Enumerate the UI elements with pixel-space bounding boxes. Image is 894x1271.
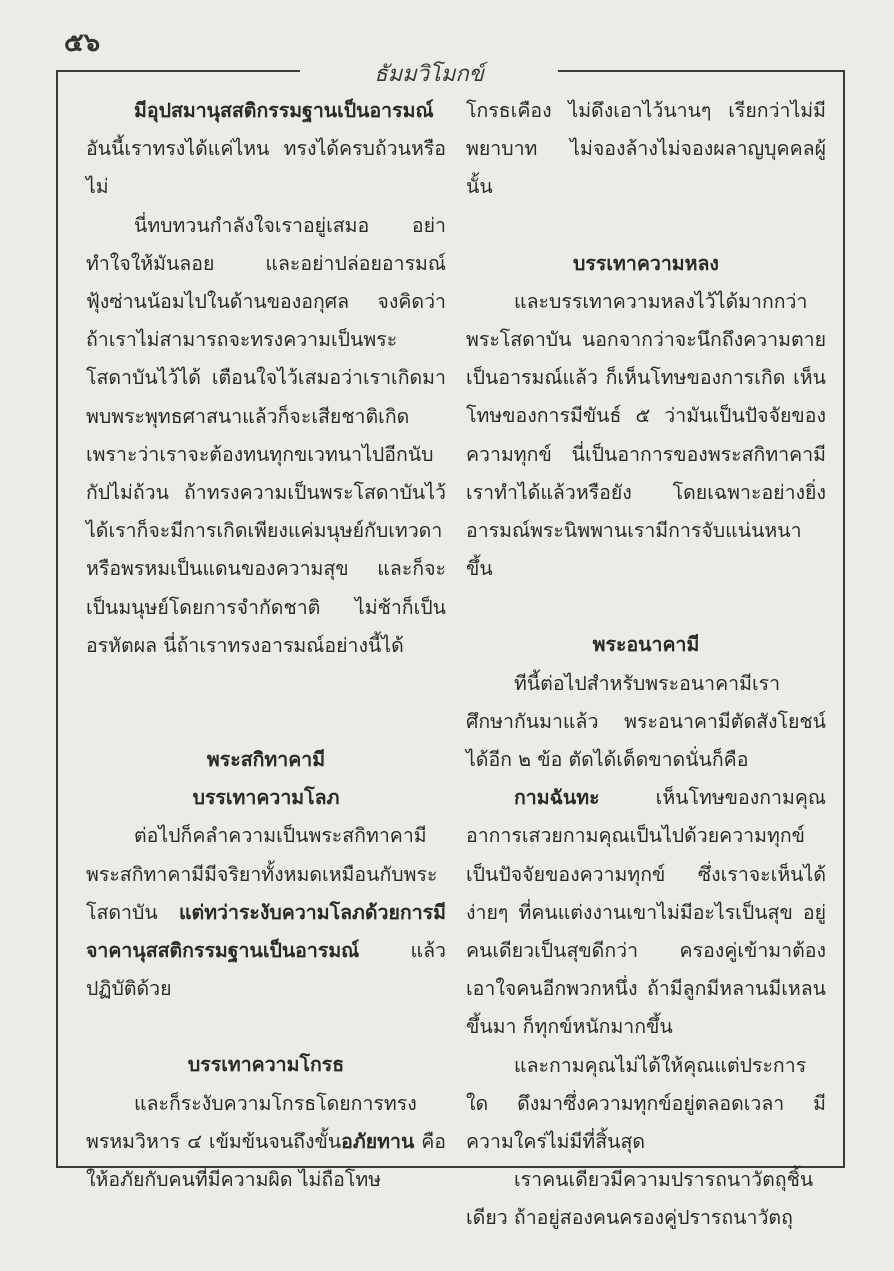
right-p4-bold: กามฉันทะ — [514, 786, 600, 810]
section-heading-anagami: พระอนาคามี — [592, 633, 700, 657]
left-paragraph-4 — [86, 1085, 446, 1200]
right-paragraph-2: และบรรเทาความหลงไว้ได้มากกว่าพระโสดาบัน นอกจากว่าจะนึกถึงความตายเป็นอารมณ์แล้ว ก็เห็นโทษของการเกิด เห็นโทษของการมีขันธ์ ๕ ว่ามันเป็นปัจจัยของความทุกข์ นี่เป็นอาการของพระสกิทาคามีเราทำได้แล้วหรือยัง โดยเฉพาะอย่างยิ่งอารมณ์พระนิพพานเรามีการจับแน่นหนาขึ้น — [466, 289, 826, 581]
section-heading-delusion: บรรเทาความหลง — [573, 251, 719, 275]
left-p4-end: คือให้อภัยกับคนที่มีความผิด ไม่ถือโทษ — [86, 1129, 446, 1192]
left-column — [86, 92, 446, 1199]
left-p1-text: อันนี้เราทรงได้แค่ไหน ทรงได้ครบถ้วนหรือไม่ — [86, 137, 446, 199]
left-p4-bold: อภัยทาน — [341, 1129, 415, 1153]
right-p4-text: เห็นโทษของกามคุณ อาการเสวยกามคุณเป็นไปด้วยความทุกข์เป็นปัจจัยของความทุกข์ ซึ่งเราจะเห็นได้ง่ายๆ ที่คนแต่งงานเขาไม่มีอะไรเป็นสุข อยู่คนเดียวเป็นสุขดีกว่า ครองคู่เข้ามาต้องเอาใจคนอีกพวกหนึ่ง ถ้ามีลูกมีหลานมีเหลนขึ้นมา ก็ทุกข์หนักมากขึ้น — [466, 786, 826, 1039]
right-paragraph-6: เราคนเดียวมีความปรารถนาวัตถุชิ้นเดียว ถ้าอยู่สองคนครองคู่ปรารถนาวัตถุ — [466, 1168, 814, 1230]
left-paragraph-3 — [86, 817, 446, 1008]
left-p1-bold: มีอุปสมานุสสติกรรมฐานเป็นอารมณ์ — [134, 99, 434, 122]
page-number: ๕๖ — [64, 28, 101, 58]
running-header: ธัมมวิโมกข์ — [300, 56, 558, 91]
right-paragraph-3: ทีนี้ต่อไปสำหรับพระอนาคามีเราศึกษากันมาแล้ว พระอนาคามีตัดสังโยชน์ได้อีก ๒ ข้อ ตัดได้เด็ดขาดนั่นก็คือ — [466, 671, 826, 772]
left-paragraph-2: นี่ทบทวนกำลังใจเราอยู่เสมอ อย่าทำใจให้มันลอย และอย่าปล่อยอารมณ์ฟุ้งซ่านน้อมไปในด้านของอกุศล จงคิดว่าถ้าเราไม่สามารถจะทรงความเป็นพระโสดาบันไว้ได้ เตือนใจไว้เสมอว่าเราเกิดมาพบพระพุทธศาสนาแล้วก็จะเสียชาติเกิด เพราะว่าเราจะต้องทนทุกขเวทนาไปอีกนับกัปไม่ถ้วน ถ้าทรงความเป็นพระโสดาบันไว้ได้เราก็จะมีการเกิดเพียงแค่มนุษย์กับเทวดาหรือพรหมเป็นแดนของความสุข และก็จะเป็นมนุษย์โดยการจำกัดชาติ ไม่ช้าก็เป็นอรหัตผล นี่ถ้าเราทรงอารมณ์อย่างนี้ได้ — [86, 213, 446, 657]
left-p3-end: แล้วปฏิบัติด้วย — [86, 939, 446, 1001]
right-paragraph-1: โกรธเคือง ไม่ดึงเอาไว้นานๆ เรียกว่าไม่มีพยาบาท ไม่จองล้างไม่จองผลาญบุคคลผู้นั้น — [466, 99, 826, 199]
left-p3-text: ต่อไปก็คลำความเป็นพระสกิทาคามี พระสกิทาคามีมีจริยาทั้งหมดเหมือนกับพระโสดาบัน — [86, 824, 438, 924]
left-p4-text: และก็ระงับความโกรธโดยการทรงพรหมวิหาร ๔ เข้มข้นจนถึงขั้น — [86, 1091, 417, 1153]
right-paragraph-5: และกามคุณไม่ได้ให้คุณแต่ประการใด ดึงมาซึ่งความทุกข์อยู่ตลอดเวลา มีความใคร่ไม่มีที่สิ้นสุด — [466, 1053, 826, 1154]
left-paragraph-1 — [86, 92, 446, 207]
right-paragraph-4 — [466, 779, 826, 1046]
left-p3-bold: แต่ทว่าระงับความโลภด้วยการมีจาคานุสสติกรรมฐานเป็นอารมณ์ — [86, 900, 446, 963]
section-heading-sakadagami: พระสกิทาคามี — [206, 748, 326, 772]
section-heading-greed: บรรเทาความโลภ — [192, 786, 340, 810]
section-heading-anger: บรรเทาความโกรธ — [187, 1053, 345, 1077]
right-column — [466, 92, 826, 1238]
